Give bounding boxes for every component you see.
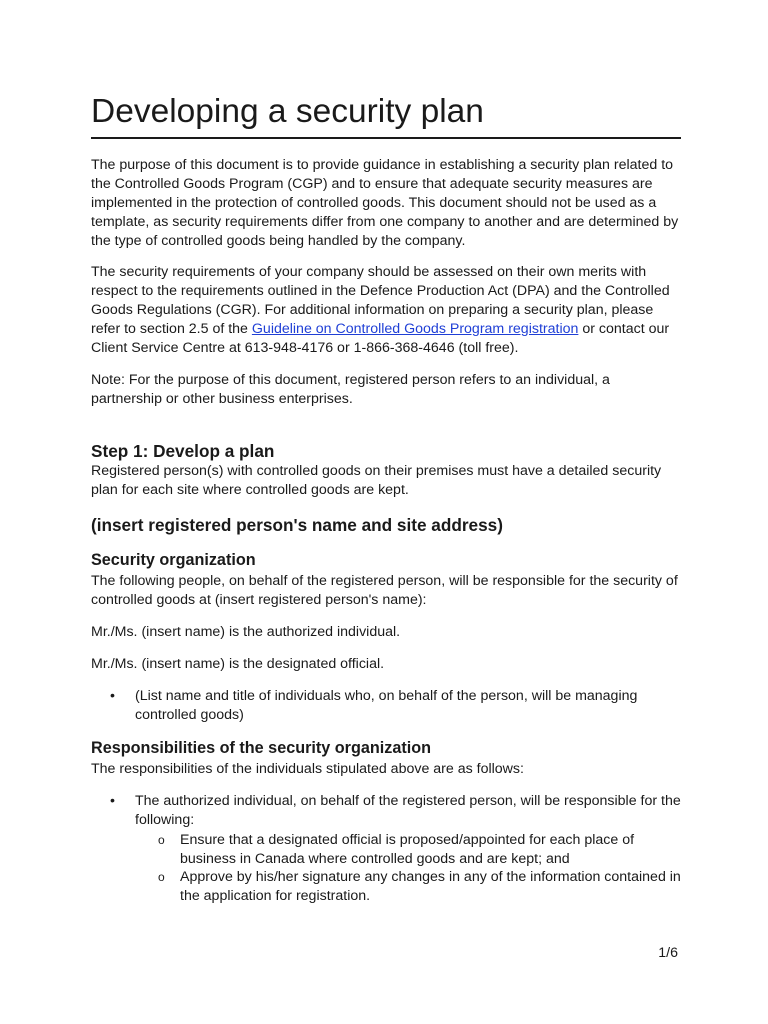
sub-bullet-marker: o <box>158 870 165 884</box>
intro-paragraph: The purpose of this document is to provide guidance in establishing a security plan related to the Controlled Goods Program (CGP) and to ensure that adequate security measures are implemented in the protection of controlled goods. This document should not be used as a template, as security requirements differ from one company to another and are determined by the type of controlled goods being handled by the company. <box>91 157 679 249</box>
requirements-paragraph <box>91 263 681 358</box>
step1-heading: Step 1: Develop a plan <box>91 441 275 461</box>
guideline-link[interactable]: Guideline on Controlled Goods Program registration <box>251 321 579 337</box>
sub-bullet-marker: o <box>158 833 165 847</box>
page-number: 1/6 <box>658 945 678 961</box>
list-item: The authorized individual, on behalf of the registered person, will be responsible for the following: <box>135 793 681 828</box>
security-organization-text: The following people, on behalf of the registered person, will be responsible for the security of controlled goods at (insert registered person's name): <box>91 573 678 608</box>
sub-list-item: Ensure that a designated official is proposed/appointed for each place of business in Canada where controlled goods and are kept; and <box>180 832 635 867</box>
sub-list-item: Approve by his/her signature any changes in any of the information contained in the application for registration. <box>180 869 681 904</box>
requirements-text-before: The security requirements of your company should be assessed on their own merits with respect to the requirements outlined in the Defence Production Act (DPA) and the Controlled Goods Regulations (CGR). For additional information on preparing a security plan, please refer to section 2.5 of the <box>91 264 670 337</box>
security-organization-heading: Security organization <box>91 551 256 569</box>
insert-name-heading: (insert registered person's name and site address) <box>91 515 503 535</box>
responsibilities-heading: Responsibilities of the security organization <box>91 739 431 757</box>
authorized-individual-line: Mr./Ms. (insert name) is the authorized individual. <box>91 624 401 640</box>
requirements-text-after: or contact our Client Service Centre at 613-948-4176 or 1-866-368-4646 (toll free). <box>91 321 670 356</box>
designated-official-line: Mr./Ms. (insert name) is the designated official. <box>91 656 385 672</box>
step1-text: Registered person(s) with controlled goods on their premises must have a detailed security plan for each site where controlled goods are kept. <box>91 463 662 498</box>
note-paragraph: Note: For the purpose of this document, registered person refers to an individual, a partnership or other business enterprises. <box>91 372 610 407</box>
bullet-marker: • <box>110 688 115 704</box>
list-item: (List name and title of individuals who, on behalf of the person, will be managing controlled goods) <box>135 688 638 723</box>
bullet-marker: • <box>110 793 115 809</box>
page-title: Developing a security plan <box>91 91 681 139</box>
responsibilities-text: The responsibilities of the individuals stipulated above are as follows: <box>91 761 524 777</box>
